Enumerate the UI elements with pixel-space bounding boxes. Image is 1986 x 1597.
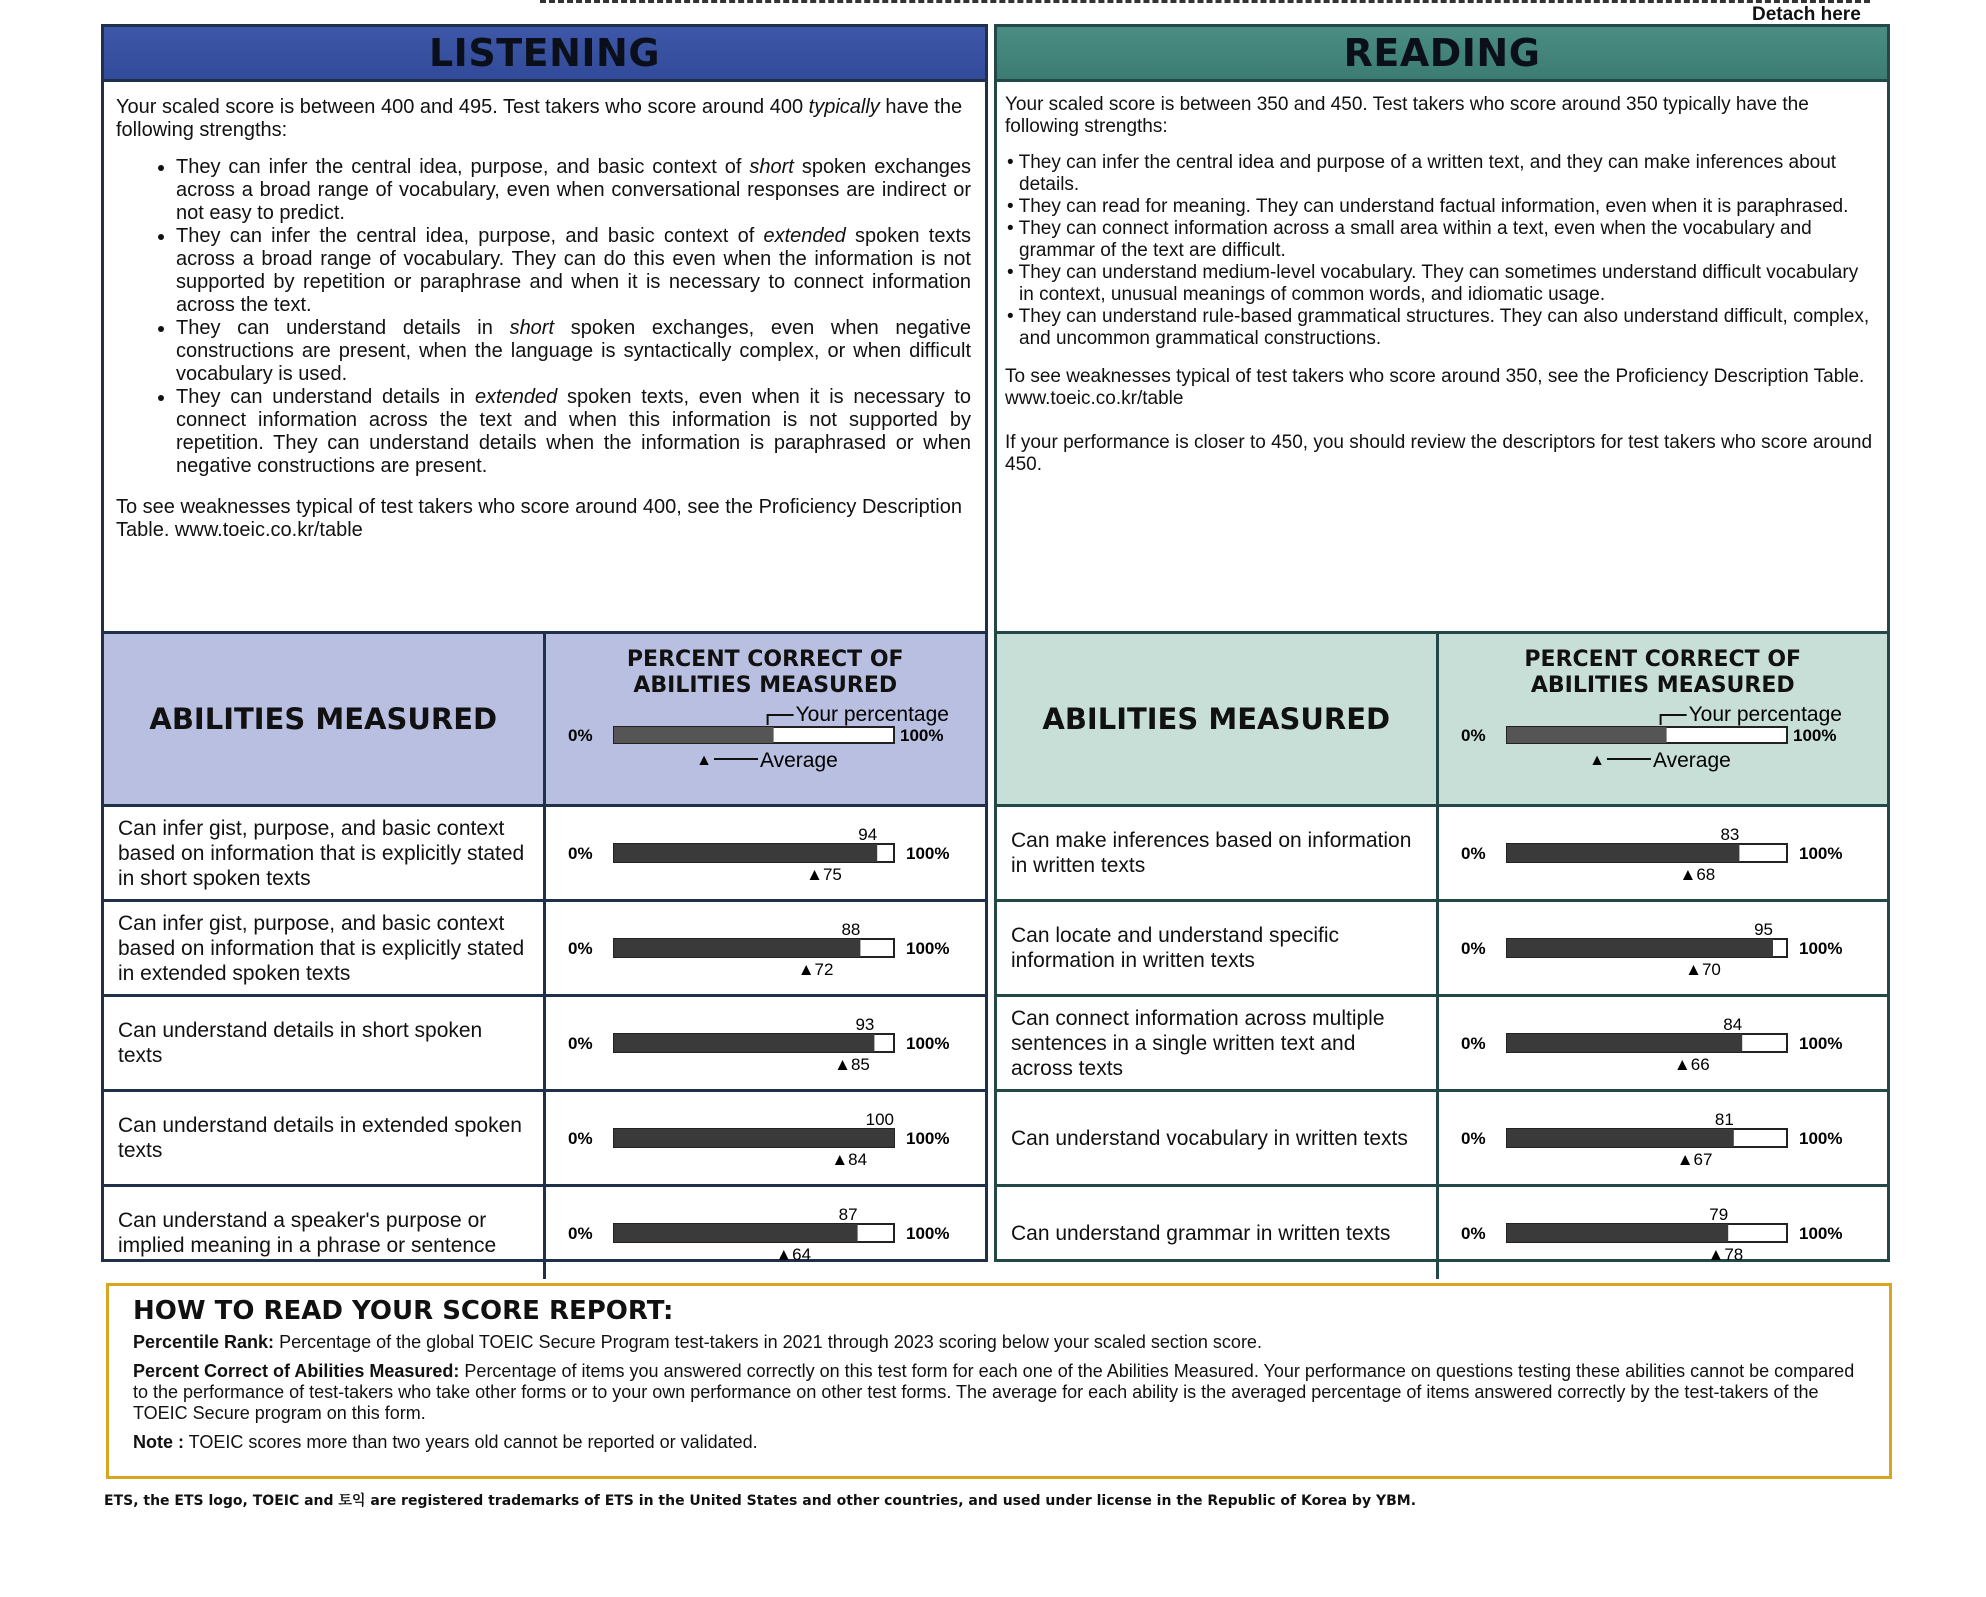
intro-text-end: have the following strengths:: [116, 96, 963, 141]
reading-closer-note: If your performance is closer to 450, you should review the descriptors for test takers who score around 450.: [1005, 432, 1873, 475]
bar-max-label: 100%: [1798, 1224, 1842, 1243]
abilities-header: ABILITIES MEASURED: [104, 634, 544, 806]
list-item: [176, 225, 971, 317]
table-row: [104, 901, 985, 996]
bar-max-label: 100%: [905, 844, 949, 863]
your-percentage-value: 87: [838, 1205, 858, 1224]
legend-max-label: 100%: [1792, 726, 1836, 745]
list-item: • They can understand rule-based grammatical structures. They can also understand difficult, complex, and uncommon grammatical constructions.: [1005, 306, 1875, 350]
ability-bar: [1437, 806, 1887, 901]
strength-emphasis: extended: [474, 386, 558, 408]
percentile-definition: [133, 1332, 1865, 1353]
bar-max-label: 100%: [1798, 844, 1842, 863]
reading-intro: Your scaled score is between 350 and 450. Test takers who score around 350 typically have the following strengths:: [1005, 94, 1809, 137]
legend-average-label: Average: [759, 749, 838, 772]
legend: [546, 699, 986, 799]
bar-max-label: 100%: [905, 1129, 949, 1148]
average-marker-icon: ▲: [1588, 752, 1605, 769]
bar-min-label: 0%: [567, 844, 593, 863]
average-value: ▲70: [1684, 960, 1721, 979]
detach-label: Detach here: [1752, 4, 1861, 25]
intro-emphasis: typically: [808, 96, 880, 118]
ability-bar: [544, 1186, 985, 1280]
strength-emphasis: short: [749, 156, 794, 178]
strength-emphasis: short: [509, 317, 555, 339]
reading-description: [997, 82, 1887, 634]
ability-label: Can understand vocabulary in written texts: [997, 1091, 1437, 1186]
table-row: [997, 901, 1887, 996]
percent-header-title: [546, 647, 986, 699]
bar-your-percentage: [1507, 939, 1773, 957]
bar-max-label: 100%: [905, 1224, 949, 1243]
percent-header-line1: PERCENT CORRECT OF: [626, 647, 904, 672]
percentile-text: Percentage of the global TOEIC Secure Program test-takers in 2021 through 2023 scoring below your scaled section score.: [274, 1332, 1262, 1352]
note-definition: [133, 1432, 1865, 1453]
strength-text: They can infer the central idea, purpose, and basic context of: [176, 156, 750, 178]
table-row: [104, 1186, 985, 1280]
bar-min-label: 0%: [1460, 1224, 1486, 1243]
ability-label: Can understand grammar in written texts: [997, 1186, 1437, 1280]
reading-weakness-note: To see weaknesses typical of test takers who score around 350, see the Proficiency Description Table. www.toeic.co.kr/table: [1005, 366, 1865, 409]
your-percentage-value: 83: [1719, 825, 1739, 844]
strength-text: They can infer the central idea, purpose, and basic context of: [176, 225, 764, 247]
percent-text: Percentage of items you answered correctly on this test form for each one of the Abilities Measured. Your performance on questions testing these abilities cannot be compared to the performance of test-takers who take other forms or to your own performance on other test forms. The average for each ability is the averaged percentage of items answered correctly by the test-takers of the TOEIC Secure program on this form.: [133, 1361, 1855, 1423]
ability-bar: [1437, 901, 1887, 996]
list-item: [176, 317, 971, 386]
ability-label: Can infer gist, purpose, and basic context based on information that is explicitly stated in short spoken texts: [104, 806, 544, 901]
bar-your-percentage: [614, 1034, 874, 1052]
bar-max-label: 100%: [1798, 1034, 1842, 1053]
bar-your-percentage: [1507, 1224, 1728, 1242]
ability-bar: [544, 806, 985, 901]
average-value: ▲84: [830, 1150, 867, 1169]
ability-label: Can understand details in extended spoken texts: [104, 1091, 544, 1186]
bar-min-label: 0%: [567, 939, 593, 958]
your-percentage-arrow-icon: [1660, 715, 1686, 725]
trademark-footer: ETS, the ETS logo, TOEIC and 토익 are registered trademarks of ETS in the United States and other countries, and used under license in the Republic of Korea by YBM.: [104, 1493, 1417, 1509]
your-percentage-value: 81: [1714, 1110, 1734, 1129]
bar-chart: [1439, 1092, 1879, 1184]
listening-strengths-list: [116, 156, 971, 478]
percent-header-line2: ABILITIES MEASURED: [633, 673, 898, 698]
listening-description: [104, 82, 985, 634]
list-item: • They can connect information across a small area within a text, even when the vocabulary and grammar of the text are difficult.: [1005, 218, 1875, 262]
bar-your-percentage: [1507, 1129, 1734, 1147]
list-item: • They can infer the central idea and purpose of a written text, and they can make inferences about details.: [1005, 152, 1875, 196]
table-row: [997, 1186, 1887, 1280]
bar-your-percentage: [614, 844, 877, 862]
list-item: [176, 386, 971, 478]
detach-dashed-line: [540, 0, 1870, 3]
bar-max-label: 100%: [1798, 939, 1842, 958]
table-row: [997, 996, 1887, 1091]
reading-section: [994, 24, 1890, 1262]
bar-chart: [546, 997, 986, 1089]
percent-label: Percent Correct of Abilities Measured:: [133, 1361, 460, 1381]
average-value: ▲75: [805, 865, 842, 884]
bar-chart: [546, 1187, 986, 1279]
ability-bar: [1437, 1186, 1887, 1280]
table-row: [104, 1091, 985, 1186]
legend-min-label: 0%: [567, 726, 593, 745]
ability-bar: [544, 996, 985, 1091]
bar-max-label: 100%: [1798, 1129, 1842, 1148]
your-percentage-value: 84: [1722, 1015, 1742, 1034]
percentile-label: Percentile Rank:: [133, 1332, 275, 1352]
listening-title: LISTENING: [104, 27, 985, 82]
bar-chart: [1439, 902, 1879, 994]
bar-max-label: 100%: [905, 1034, 949, 1053]
bar-chart: [1439, 997, 1879, 1089]
bar-min-label: 0%: [1460, 939, 1486, 958]
your-percentage-value: 93: [854, 1015, 874, 1034]
bar-chart: [546, 1092, 986, 1184]
legend-min-label: 0%: [1460, 726, 1486, 745]
average-value: ▲72: [797, 960, 833, 979]
ability-label: Can infer gist, purpose, and basic context based on information that is explicitly stated in extended spoken texts: [104, 901, 544, 996]
intro-text: Your scaled score is between 400 and 495. Test takers who score around 400: [116, 96, 809, 118]
bar-chart: [546, 902, 986, 994]
how-to-read-box: [106, 1283, 1892, 1479]
strength-text-end: spoken texts, even when it is necessary to connect information across the text and when this information is not supported by repetition. They can understand details when the information is paraphrased or when negative constructions are present.: [176, 386, 971, 477]
legend-max-label: 100%: [899, 726, 943, 745]
average-value: ▲67: [1676, 1150, 1712, 1169]
listening-intro: [116, 96, 971, 142]
bar-min-label: 0%: [1460, 1034, 1486, 1053]
bar-min-label: 0%: [1460, 844, 1486, 863]
reading-abilities-table: [997, 634, 1887, 1279]
table-row: [104, 806, 985, 901]
ability-label: Can connect information across multiple sentences in a single written text and across texts: [997, 996, 1437, 1091]
legend-your-label: Your percentage: [1688, 703, 1842, 726]
strength-emphasis: extended: [763, 225, 846, 247]
ability-label: Can locate and understand specific information in written texts: [997, 901, 1437, 996]
ability-bar: [1437, 1091, 1887, 1186]
listening-weakness-note: To see weaknesses typical of test takers who score around 400, see the Proficiency Description Table. www.toeic.co.kr/table: [116, 496, 962, 541]
ability-label: Can make inferences based on information in written texts: [997, 806, 1437, 901]
strength-text-end: spoken exchanges, even when negative constructions are present, when the language is syntactically complex, or when difficult vocabulary is used.: [176, 317, 972, 385]
strength-text: They can understand details in: [176, 386, 475, 408]
legend: [1439, 699, 1888, 799]
strength-text-end: spoken texts across a broad range of vocabulary. They can do this even when the information is not supported by repetition or paraphrase and when it is necessary to connect information across the text.: [176, 225, 972, 316]
bar-chart: [546, 807, 986, 899]
table-row: [997, 1091, 1887, 1186]
percent-definition: [133, 1361, 1865, 1424]
list-item: • They can read for meaning. They can understand factual information, even when it is paraphrased.: [1005, 196, 1875, 218]
bar-chart: [1439, 1187, 1879, 1279]
bar-min-label: 0%: [1460, 1129, 1486, 1148]
bar-your-percentage: [1507, 844, 1739, 862]
percent-header-line1: PERCENT CORRECT OF: [1524, 647, 1802, 672]
average-value: ▲68: [1679, 865, 1715, 884]
ability-label: Can understand details in short spoken texts: [104, 996, 544, 1091]
percent-header-line2: ABILITIES MEASURED: [1530, 673, 1795, 698]
average-value: ▲78: [1707, 1245, 1743, 1264]
reading-strengths-list: [1005, 152, 1875, 350]
strength-text: They can understand details in: [176, 317, 510, 339]
bar-your-percentage: [614, 1129, 894, 1147]
your-percentage-value: 94: [857, 825, 877, 844]
ability-bar: [544, 1091, 985, 1186]
ability-bar: [544, 901, 985, 996]
bar-your-percentage: [614, 939, 860, 957]
bar-min-label: 0%: [567, 1034, 593, 1053]
abilities-header: ABILITIES MEASURED: [997, 634, 1437, 806]
strength-text-end: spoken exchanges across a broad range of vocabulary, even when conversational responses are indirect or not easy to predict.: [176, 156, 972, 224]
legend-graphic: [1439, 699, 1879, 799]
average-marker-icon: ▲: [695, 752, 712, 769]
your-percentage-value: 100: [865, 1110, 894, 1129]
listening-section: [101, 24, 988, 1262]
bar-min-label: 0%: [567, 1224, 593, 1243]
ability-bar: [1437, 996, 1887, 1091]
listening-abilities-table: [104, 634, 985, 1279]
legend-graphic: [546, 699, 986, 799]
reading-title: READING: [997, 27, 1887, 82]
note-label: Note :: [133, 1432, 184, 1452]
legend-average-label: Average: [1652, 749, 1731, 772]
list-item: [176, 156, 971, 225]
percent-header: [544, 634, 985, 806]
bar-min-label: 0%: [567, 1129, 593, 1148]
legend-bar-fill: [614, 727, 774, 743]
your-percentage-value: 79: [1708, 1205, 1728, 1224]
average-value: ▲66: [1673, 1055, 1710, 1074]
bar-chart: [1439, 807, 1879, 899]
list-item: • They can understand medium-level vocabulary. They can sometimes understand difficult vocabulary in context, unusual meanings of common words, and idiomatic usage.: [1005, 262, 1875, 306]
table-row: [997, 806, 1887, 901]
ability-label: Can understand a speaker's purpose or implied meaning in a phrase or sentence: [104, 1186, 544, 1280]
percent-header-title: [1439, 647, 1888, 699]
average-value: ▲85: [833, 1055, 870, 1074]
bar-your-percentage: [614, 1224, 858, 1242]
legend-your-label: Your percentage: [795, 703, 949, 726]
bar-max-label: 100%: [905, 939, 949, 958]
percent-header: [1437, 634, 1887, 806]
bar-your-percentage: [1507, 1034, 1742, 1052]
your-percentage-value: 95: [1753, 920, 1773, 939]
your-percentage-value: 88: [840, 920, 860, 939]
your-percentage-arrow-icon: [767, 715, 793, 725]
average-value: ▲64: [774, 1245, 811, 1264]
table-row: [104, 996, 985, 1091]
legend-bar-fill: [1507, 727, 1667, 743]
how-to-read-title: HOW TO READ YOUR SCORE REPORT:: [133, 1296, 674, 1326]
note-text: TOEIC scores more than two years old cannot be reported or validated.: [184, 1432, 758, 1452]
